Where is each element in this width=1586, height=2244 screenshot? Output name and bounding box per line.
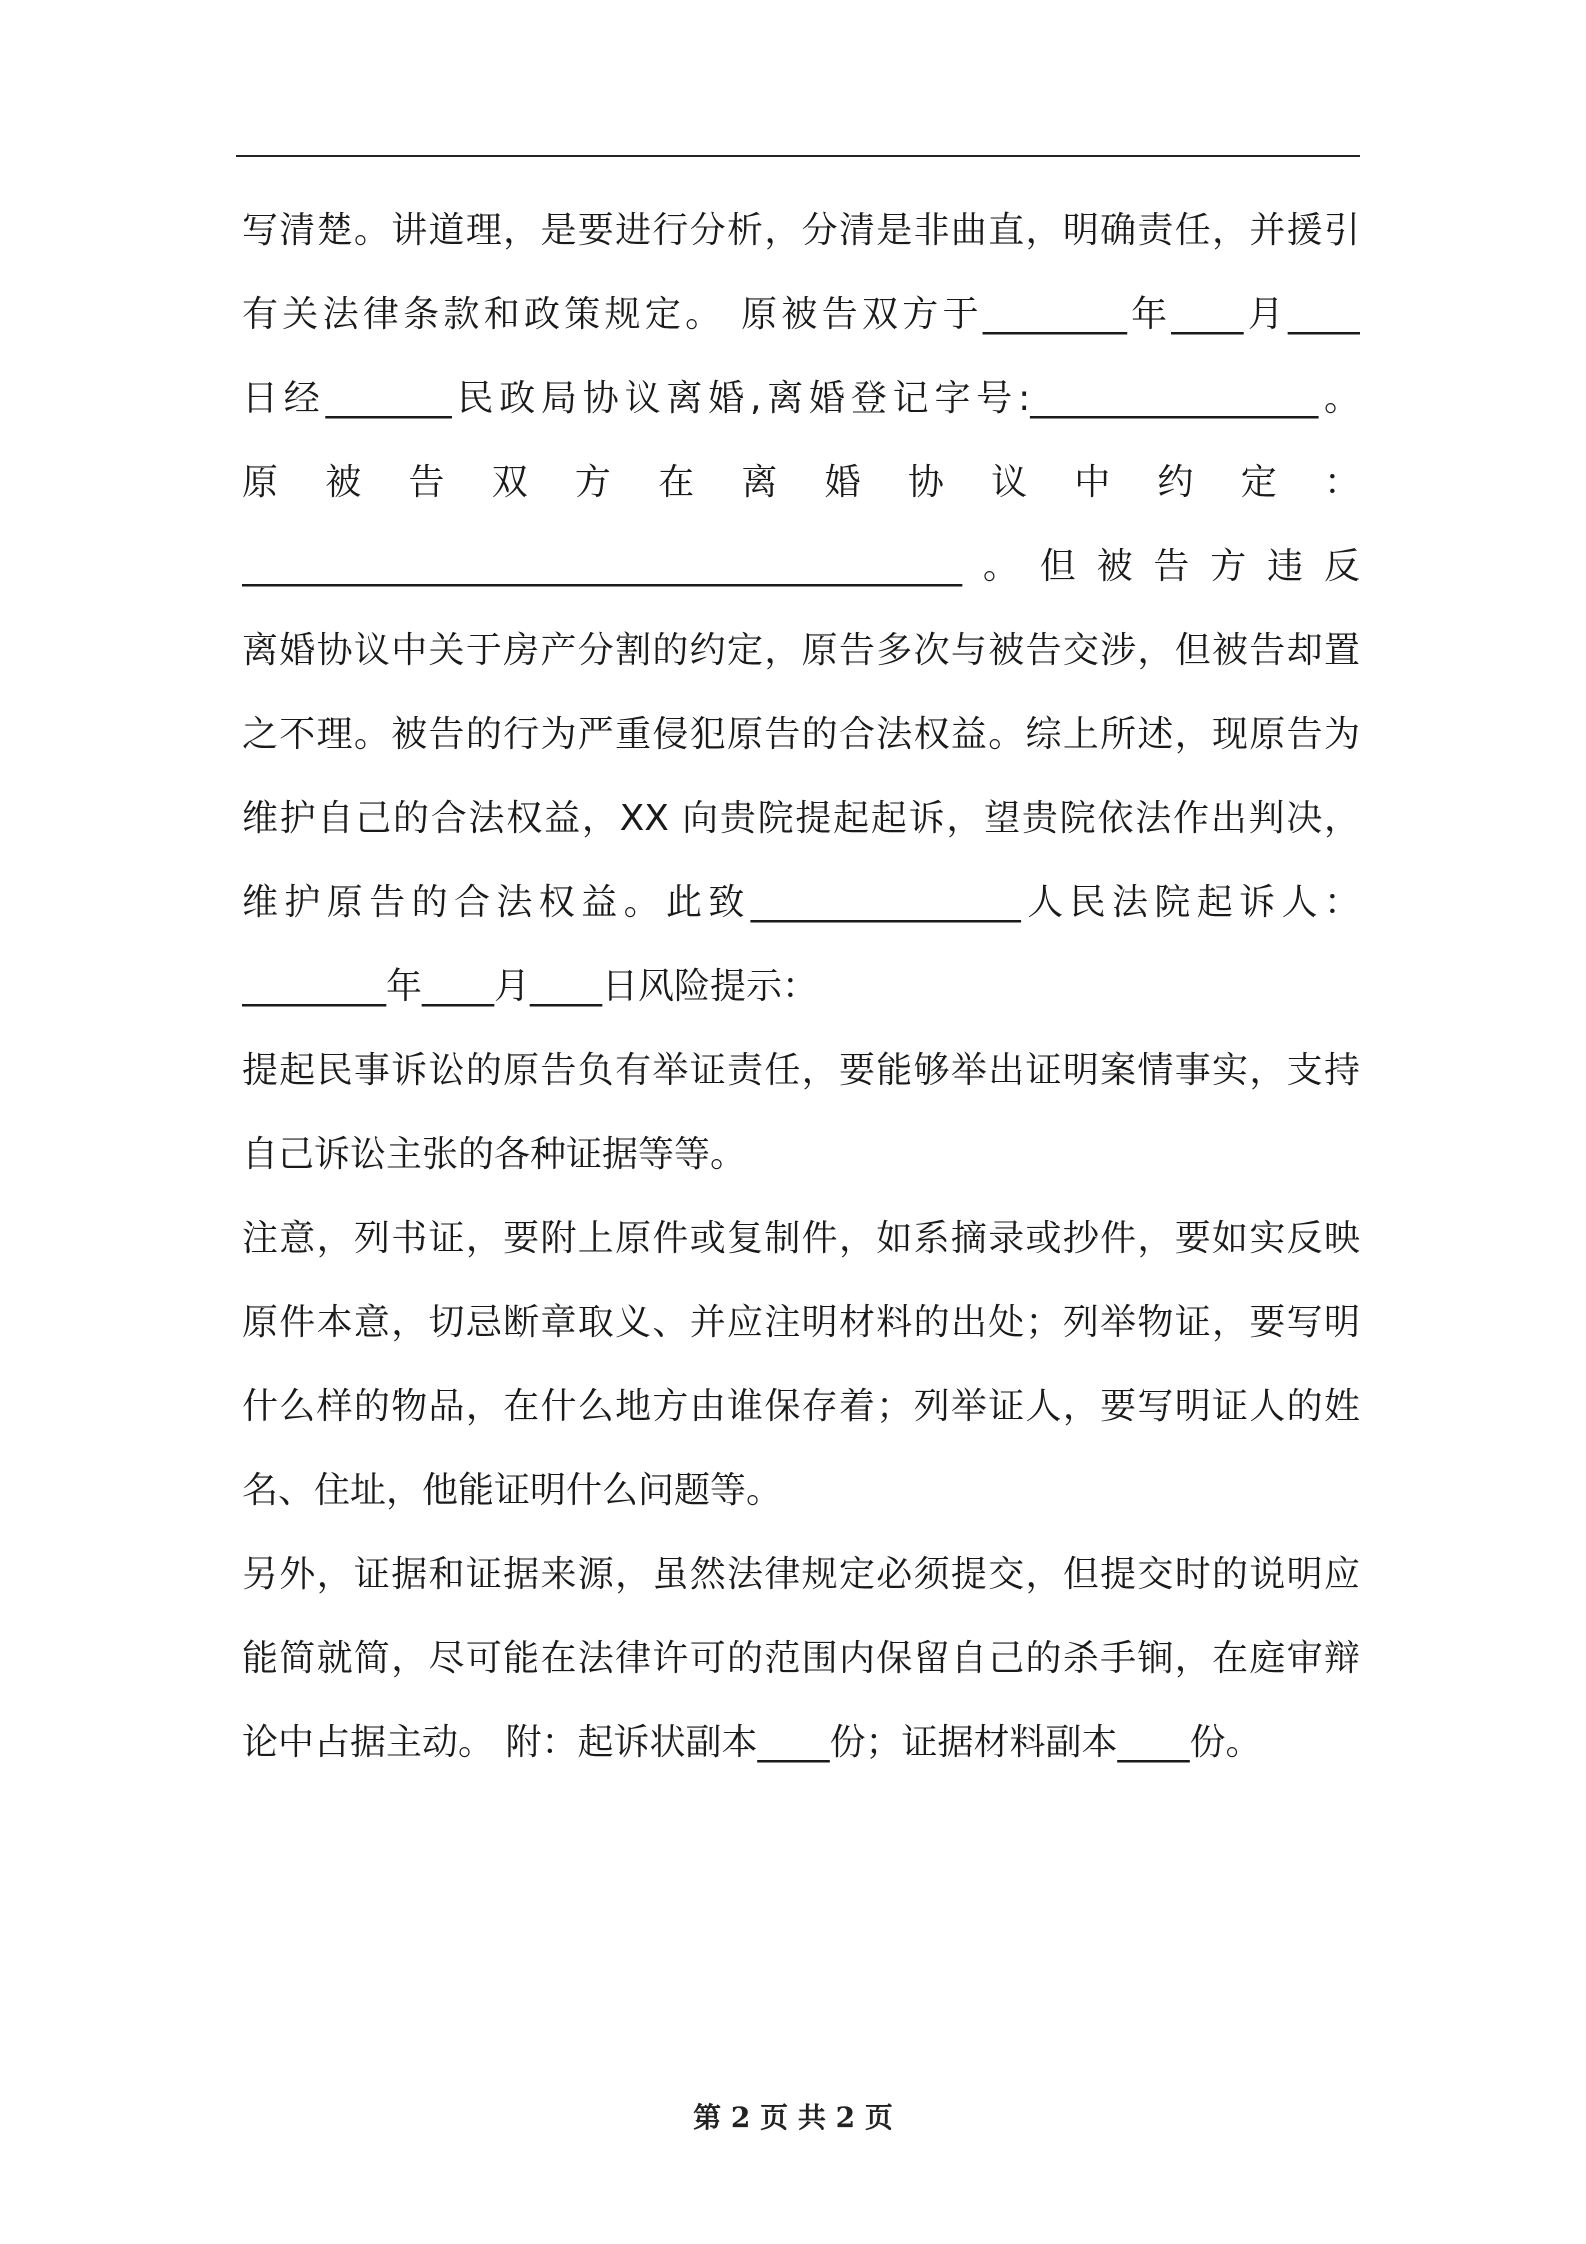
text-line: 什么样的物品，在什么地方由谁保存着；列举证人，要写明证人的姓 <box>242 1386 1360 1427</box>
text-line: 能简就简，尽可能在法律许可的范围内保留自己的杀手锏，在庭审辩 <box>242 1638 1360 1679</box>
text-line: 自己诉讼主张的各种证据等等。 <box>242 1134 747 1175</box>
text-line: ________________________________________。但被告方违反 <box>242 546 1360 587</box>
text-line: 之不理。被告的行为严重侵犯原告的合法权益。综上所述，现原告为 <box>242 714 1360 755</box>
text-line: 写清楚。讲道理，是要进行分析，分清是非曲直，明确责任，并援引 <box>242 210 1360 251</box>
text-line: ________年____月____日风险提示： <box>242 966 819 1007</box>
text-line: 维护自己的合法权益，XX 向贵院提起起诉，望贵院依法作出判决， <box>242 798 1360 839</box>
text-line: 日经_______民政局协议离婚,离婚登记字号:________________。 <box>242 378 1360 419</box>
document-body <box>242 200 1360 1796</box>
text-line: 离婚协议中关于房产分割的约定，原告多次与被告交涉，但被告却置 <box>242 630 1360 671</box>
text-line: 有关法律条款和政策规定。 原被告双方于________年____月____ <box>242 294 1360 335</box>
text-line: 提起民事诉讼的原告负有举证责任，要能够举出证明案情事实，支持 <box>242 1050 1360 1091</box>
page-number-footer: 第 2 页 共 2 页 <box>693 2101 893 2134</box>
text-line: 原件本意，切忌断章取义、并应注明材料的出处；列举物证，要写明 <box>242 1302 1360 1343</box>
text-line: 名、住址，他能证明什么问题等。 <box>242 1470 783 1511</box>
text-line: 注意，列书证，要附上原件或复制件，如系摘录或抄件，要如实反映 <box>242 1218 1360 1259</box>
text-line: 维护原告的合法权益。此致_______________人民法院起诉人： <box>242 882 1360 923</box>
text-line: 论中占据主动。 附：起诉状副本____份；证据材料副本____份。 <box>242 1722 1262 1763</box>
text-line: 原 被 告 双 方 在 离 婚 协 议 中 约 定 ： <box>242 462 1360 503</box>
text-line: 另外，证据和证据来源，虽然法律规定必须提交，但提交时的说明应 <box>242 1554 1360 1595</box>
header-rule <box>236 155 1360 157</box>
